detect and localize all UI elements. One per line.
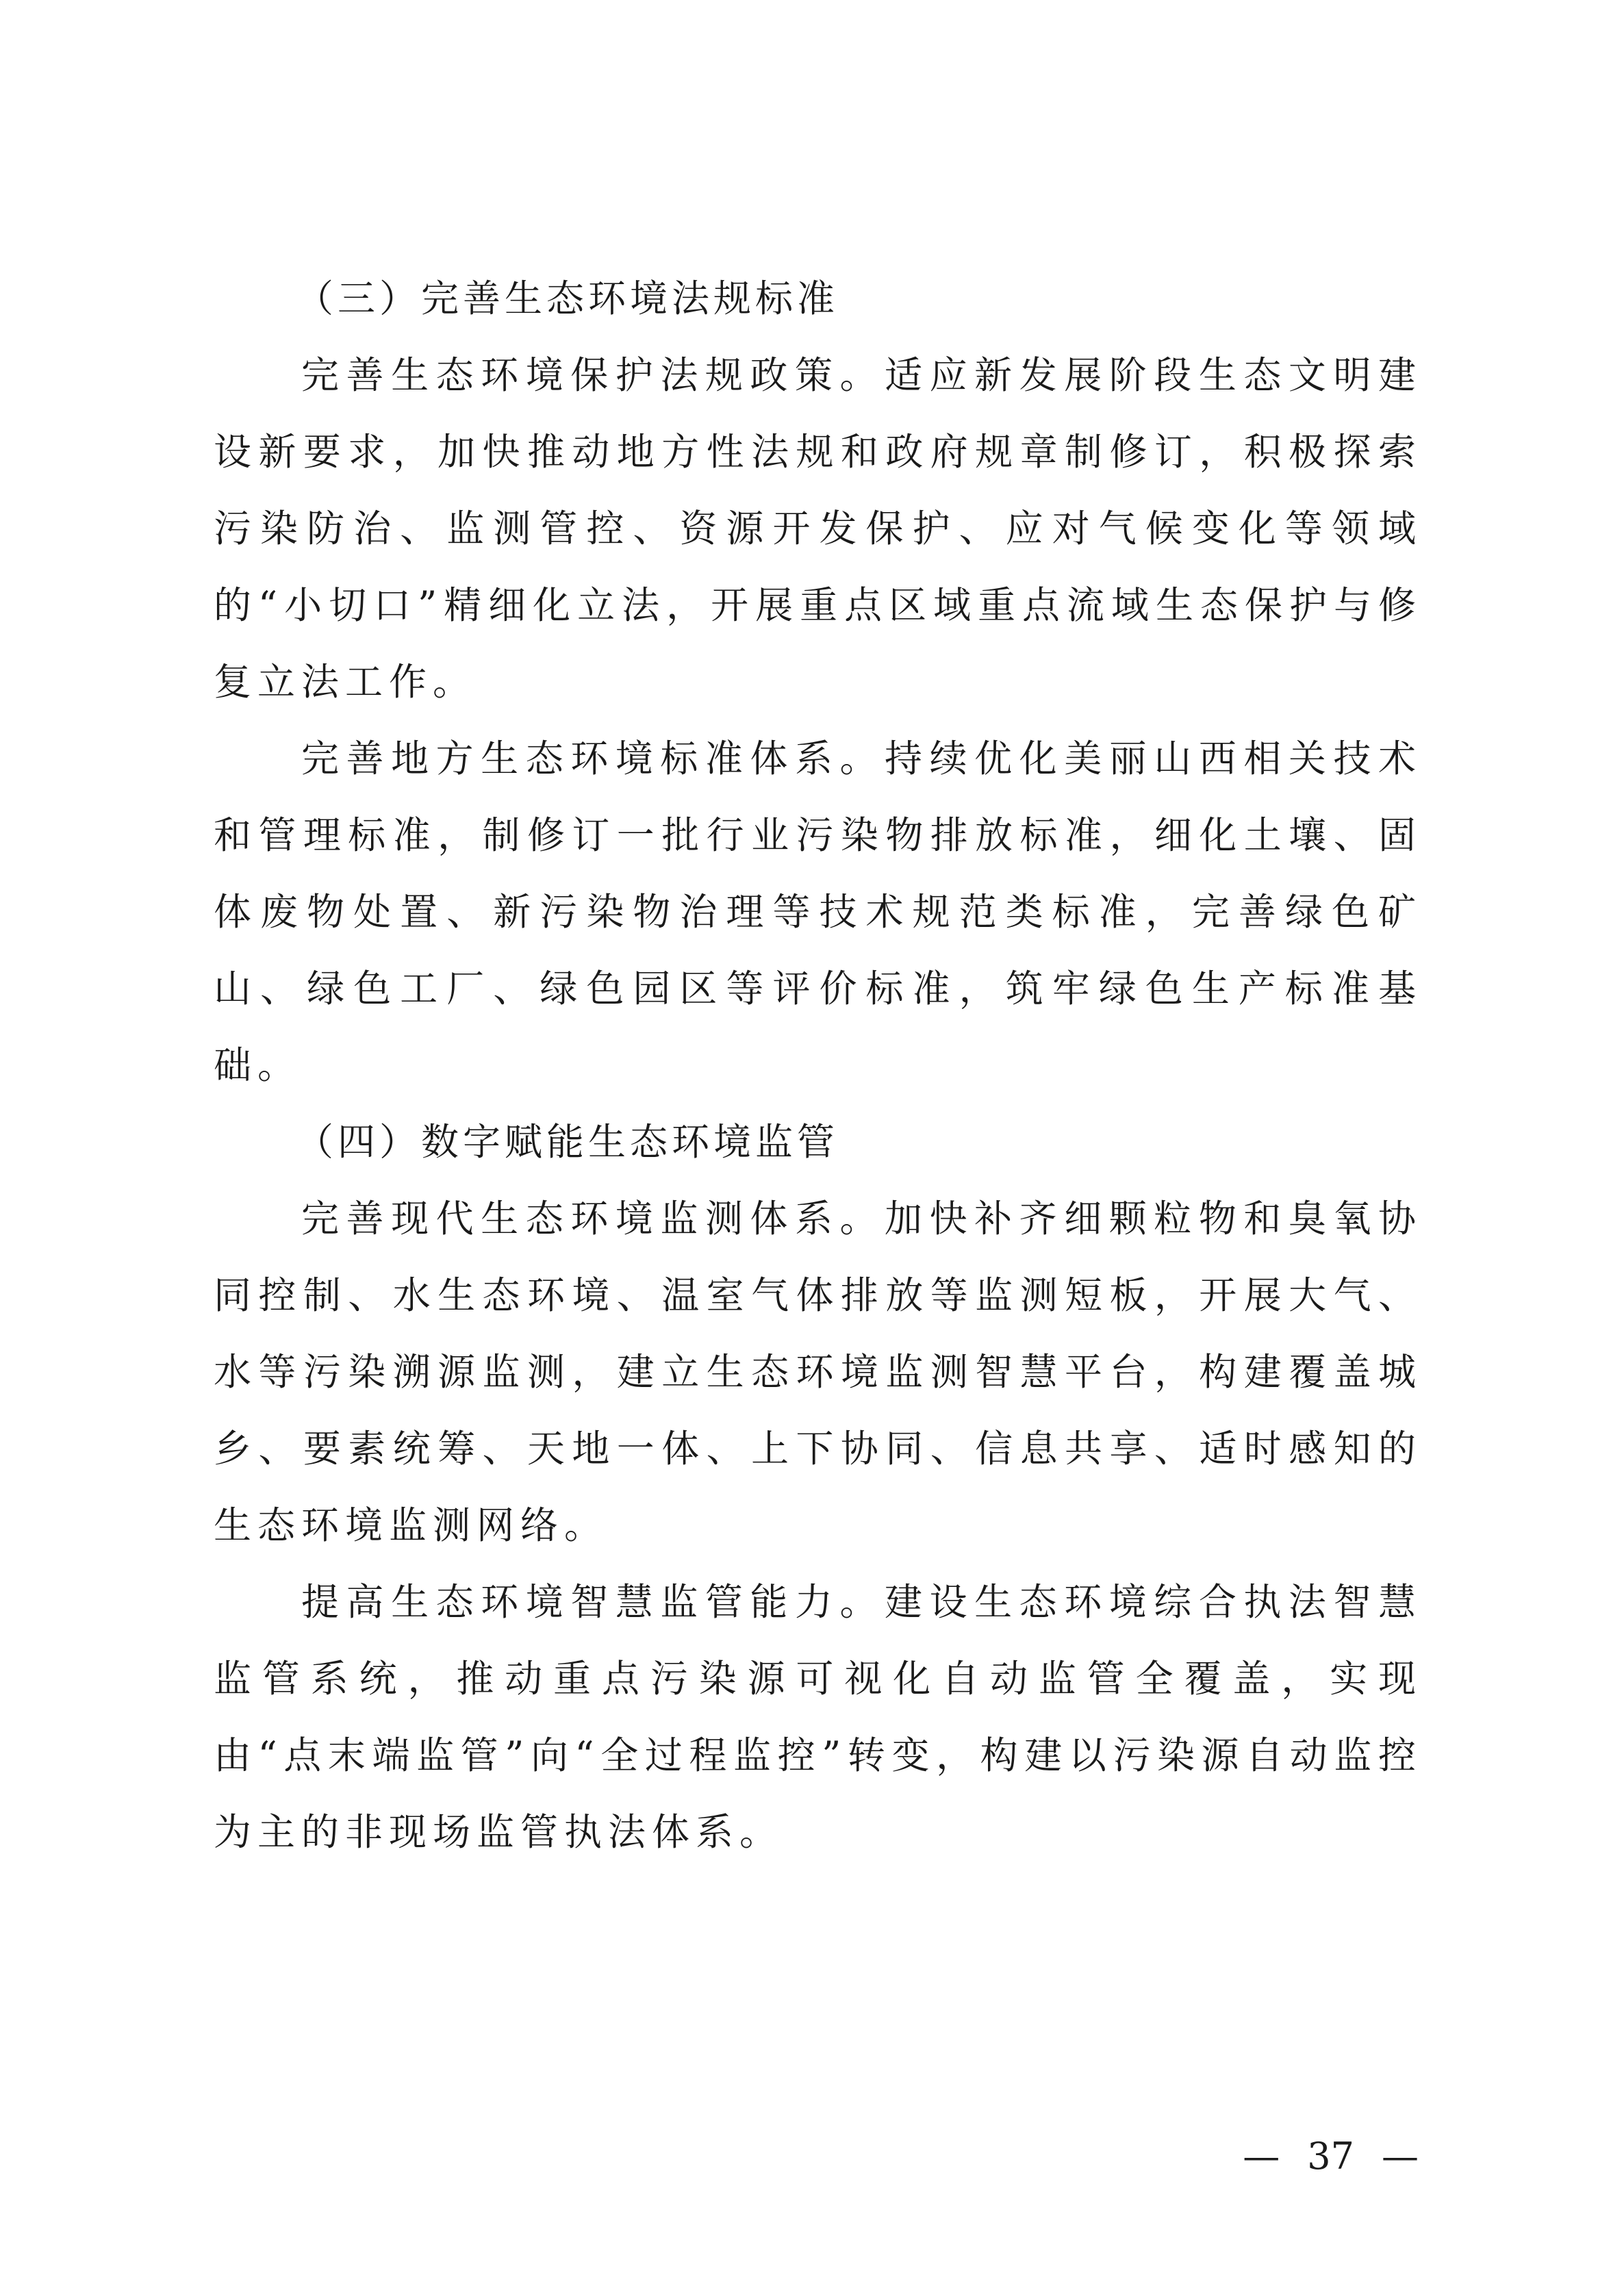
paragraph: 完善地方生态环境标准体系。持续优化美丽山西相关技术和管理标准，制修订一批行业污染物排放标准，细化土壤、固体废物处置、新污染物治理等技术规范类标准，完善绿色矿山、绿色工厂、绿色园区等评价标准，筑牢绿色生产标准基础。 [214, 737, 1422, 1087]
footer-dash-left: — [1243, 2135, 1280, 2178]
document-body [214, 260, 1422, 1870]
paragraph: 完善现代生态环境监测体系。加快补齐细颗粒物和臭氧协同控制、水生态环境、温室气体排放等监测短板，开展大气、水等污染溯源监测，建立生态环境监测智慧平台，构建覆盖城乡、要素统筹、天地一体、上下协同、信息共享、适时感知的生态环境监测网络。 [214, 1197, 1422, 1547]
paragraph: 提高生态环境智慧监管能力。建设生态环境综合执法智慧监管系统，推动重点污染源可视化自动监管全覆盖，实现由“点末端监管”向“全过程监控”转变，构建以污染源自动监控为主的非现场监管执法体系。 [214, 1580, 1422, 1854]
page-number: 37 [1307, 2135, 1354, 2178]
section-heading: （三）完善生态环境法规标准 [296, 277, 839, 320]
page-footer [1243, 2136, 1419, 2177]
footer-dash-right: — [1382, 2135, 1419, 2178]
section-heading: （四）数字赋能生态环境监管 [296, 1120, 839, 1164]
paragraph: 完善生态环境保护法规政策。适应新发展阶段生态文明建设新要求，加快推动地方性法规和政府规章制修订，积极探索污染防治、监测管控、资源开发保护、应对气候变化等领域的“小切口”精细化立法，开展重点区域重点流域生态保护与修复立法工作。 [214, 353, 1422, 704]
